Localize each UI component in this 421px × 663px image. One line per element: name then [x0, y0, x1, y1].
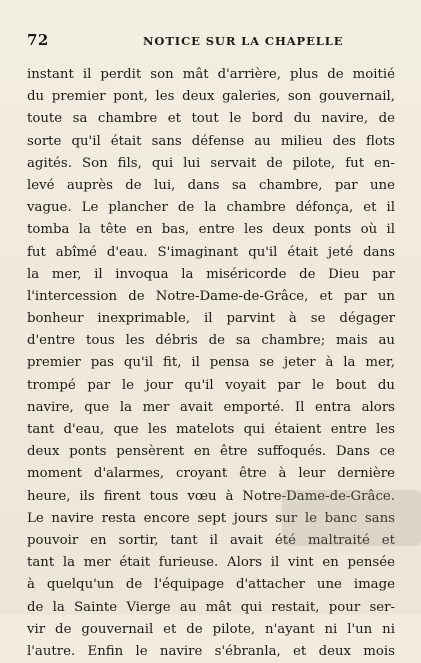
page-number: 72	[27, 31, 49, 49]
text-line: trompé par le jour qu'il voyait par le bout du	[27, 377, 395, 393]
text-line: Le navire resta encore sept jours sur le banc sans	[27, 510, 395, 526]
text-line: premier pas qu'il fit, il pensa se jeter à la mer,	[27, 355, 395, 371]
text-line: levé auprès de lui, dans sa chambre, par une	[27, 177, 395, 193]
text-line: la mer, il invoqua la miséricorde de Dieu par	[27, 266, 395, 282]
text-line: moment d'alarmes, croyant être à leur dernière	[27, 466, 395, 482]
text-line: l'autre. Enfin le navire s'ébranla, et deux mois	[27, 643, 395, 659]
text-line: l'intercession de Notre-Dame-de-Grâce, et par un	[27, 288, 395, 304]
text-line: à quelqu'un de l'équipage d'attacher une image	[27, 577, 395, 593]
text-line: vague. Le plancher de la chambre défonça, et il	[27, 200, 395, 216]
text-line: du premier pont, les deux galeries, son gouvernail,	[27, 89, 395, 105]
text-line: sorte qu'il était sans défense au milieu des flots	[27, 133, 395, 149]
text-line: bonheur inexprimable, il parvint à se dégager	[27, 311, 395, 327]
text-line: agités. Son fils, qui lui servait de pilote, fut en-	[27, 155, 395, 171]
text-line: heure, ils firent tous vœu à Notre-Dame-de-Grâce.	[27, 488, 395, 504]
text-line: d'entre tous les débris de sa chambre; mais au	[27, 333, 395, 349]
text-line: tomba la tête en bas, entre les deux ponts où il	[27, 222, 395, 238]
text-line: instant il perdit son mât d'arrière, plus de moitié	[27, 67, 395, 82]
text-line: deux ponts pensèrent en être suffoqués. Dans ce	[27, 444, 395, 460]
text-line: tant d'eau, que les matelots qui étaient entre les	[27, 422, 395, 437]
page-header	[27, 30, 397, 52]
text-line: navire, que la mer avait emporté. Il entra alors	[27, 399, 395, 415]
text-line: tant la mer était furieuse. Alors il vint en pensée	[27, 555, 395, 571]
text-line: toute sa chambre et tout le bord du navire, de	[27, 111, 395, 127]
body-text	[27, 64, 395, 663]
text-line: fut abîmé d'eau. S'imaginant qu'il était jeté dans	[27, 244, 395, 260]
text-line: de la Sainte Vierge au mât qui restait, pour ser-	[27, 599, 395, 615]
text-line: pouvoir en sortir, tant il avait été maltraité et	[27, 532, 395, 548]
running-head: NOTICE SUR LA CHAPELLE	[143, 34, 344, 48]
text-line: vir de gouvernail et de pilote, n'ayant ni l'un ni	[27, 621, 395, 637]
